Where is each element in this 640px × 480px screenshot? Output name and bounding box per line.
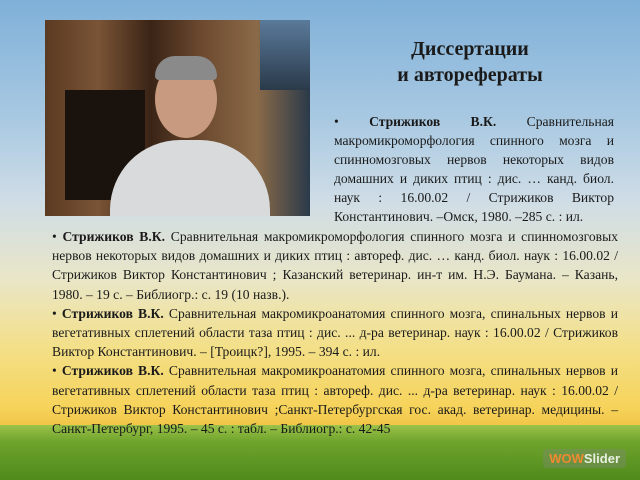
title-line-2: и авторефераты <box>397 64 543 86</box>
dissertation-list <box>52 227 618 438</box>
wowslider-logo[interactable] <box>543 449 626 468</box>
dissertation-entry-top <box>334 112 614 226</box>
list-item <box>52 304 618 362</box>
entry-text: Сравнительная макромикроанатомия спинного мозга, спинальных нервов и вегетативных сплетений области таза птиц : автореф. дис. ... д-ра ветеринар. наук : 16.00.02 / Стрижиков Виктор Константинович ;Санкт-Петербургская гос. акад. ветеринар. медицины. – Санкт-Петербург, 1995. – 45 с. : табл. – Библиогр.: с. 42-45 <box>52 363 618 437</box>
logo-slider: Slider <box>583 451 620 466</box>
bullet: • <box>334 114 339 129</box>
author-photo <box>45 20 310 216</box>
list-item <box>52 227 618 304</box>
slide-title <box>360 36 580 88</box>
list-item <box>52 361 618 438</box>
logo-wow: WOW <box>549 451 584 466</box>
entry-author: Стрижиков В.К. <box>62 229 166 244</box>
entry-author: Стрижиков В.К. <box>61 363 164 379</box>
title-line-1: Диссертации <box>411 38 529 60</box>
entry-author: Стрижиков В.К. <box>369 114 497 129</box>
bullet: • <box>52 363 57 379</box>
bullet: • <box>52 229 57 244</box>
bullet: • <box>52 305 57 321</box>
entry-text: Сравнительная макромикроанатомия спинного мозга, спинальных нервов и вегетативных сплетений области таза птиц : дис. ... д-ра ветеринар. наук : 16.00.02 / Стрижиков Виктор Константинович. – [Троицк?], 1995. – 394 с. : ил. <box>52 305 618 360</box>
entry-text: Сравнительная макромикроморфология спинного мозга и спинномозговых нервов некоторых видов домашних и диких птиц : автореф. дис. … канд. биол. наук : 16.00.02 / Стрижиков Виктор Константинович ; Казанский ветеринар. ин-т им. Н.Э. Баумана. – Казань, 1980. – 19 с. – Библиогр.: с. 19 (10 назв.). <box>52 229 619 302</box>
entry-author: Стрижиков В.К. <box>61 305 164 321</box>
entry-text: Сравнительная макромикроморфология спинного мозга и спинномозговых нервов некоторых видов домашних и диких птиц : дис. … канд. биол. наук : 16.00.02 / Стрижиков Виктор Константинович. –Омск, 1980. –285 с. : ил. <box>334 114 615 224</box>
